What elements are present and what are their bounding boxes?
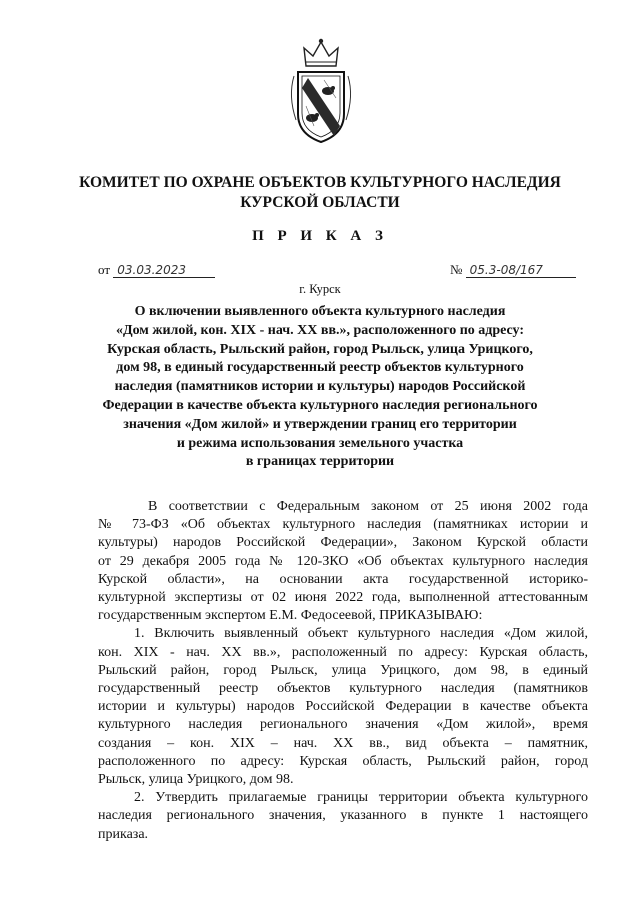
organization-name-line1: КОМИТЕТ ПО ОХРАНЕ ОБЪЕКТОВ КУЛЬТУРНОГО НАСЛЕДИЯ	[79, 174, 561, 191]
preamble-line: культуры) народов Российской Федерации», Законом Курской области	[98, 535, 588, 551]
organization-name-line2: КУРСКОЙ ОБЛАСТИ	[240, 194, 400, 211]
number-prefix: №	[450, 262, 463, 277]
item1-line: истории и культуры) народов Российской Федерации в качестве объекта	[98, 699, 588, 715]
item1-line: Рыльский район, город Рыльск, улица Урицкого, дом 98, в единый	[98, 662, 588, 678]
item2-line: приказа.	[98, 826, 149, 842]
item1-line: 1. Включить выявленный объект культурного наследия «Дом жилой,	[134, 626, 588, 642]
order-body	[98, 498, 588, 844]
subject-line: наследия (памятников истории и культуры) народов Российской	[114, 379, 526, 395]
subject-line: и режима использования земельного участка	[176, 435, 464, 451]
subject-line: Курская область, Рыльский район, город Рыльск, улица Урицкого,	[107, 341, 533, 357]
order-subject	[40, 303, 600, 472]
preamble-line: от 29 декабря 2005 года № 120-ЗКО «Об объектах культурного наследия	[98, 553, 588, 569]
subject-line: значения «Дом жилой» и утверждении границ его территории	[123, 416, 517, 432]
date-field	[98, 262, 215, 278]
date-prefix: от	[98, 262, 111, 277]
number-field	[450, 262, 576, 278]
item1-line: расположенного по адресу: Курская область, Рыльский район, город	[98, 753, 588, 769]
handwritten-number: 05.3-08/167	[466, 263, 576, 278]
item1-line: создания – кон. XIX – нач. XX вв., вид объекта – памятник,	[98, 735, 588, 751]
subject-line: «Дом жилой, кон. XIX - нач. XX вв.», расположенного по адресу:	[115, 322, 525, 338]
city-label: г. Курск	[299, 282, 341, 296]
item1-line: Рыльск, улица Урицкого, дом 98.	[98, 772, 294, 788]
subject-line: Федерации в качестве объекта культурного наследия регионального	[102, 397, 538, 413]
handwritten-date: 03.03.2023	[113, 263, 215, 278]
preamble-line: № 73-ФЗ «Об объектах культурного наследия (памятниках истории и	[98, 517, 588, 533]
item2-line: наследия регионального значения, указанного в пункте 1 настоящего	[98, 808, 588, 824]
document-type-title: П Р И К А З	[252, 228, 388, 244]
item1-line: кон. XIX - нач. XX вв.», расположенный по адресу: Курская область,	[98, 644, 588, 660]
item1-line: культурного наследия регионального значения «Дом жилой», время	[98, 717, 588, 733]
preamble-line: культурной экспертизы от 02 июня 2022 года, выполненной аттестованным	[98, 590, 588, 606]
subject-line: О включении выявленного объекта культурного наследия	[134, 304, 506, 319]
item2-line: 2. Утвердить прилагаемые границы территории объекта культурного	[134, 790, 588, 806]
subject-line: дом 98, в единый государственный реестр объектов культурного	[116, 360, 524, 376]
kursk-coat-of-arms-icon	[284, 36, 358, 148]
subject-line: в границах территории	[245, 454, 395, 470]
preamble-line: В соответствии с Федеральным законом от 25 июня 2002 года	[148, 499, 588, 514]
preamble-line: государственным экспертом Е.М. Федосеевой, ПРИКАЗЫВАЮ:	[98, 608, 483, 624]
item1-line: государственный реестр объектов культурного наследия (памятников	[98, 681, 588, 697]
preamble-line: Курской области», на основании акта государственной историко-	[98, 571, 588, 587]
